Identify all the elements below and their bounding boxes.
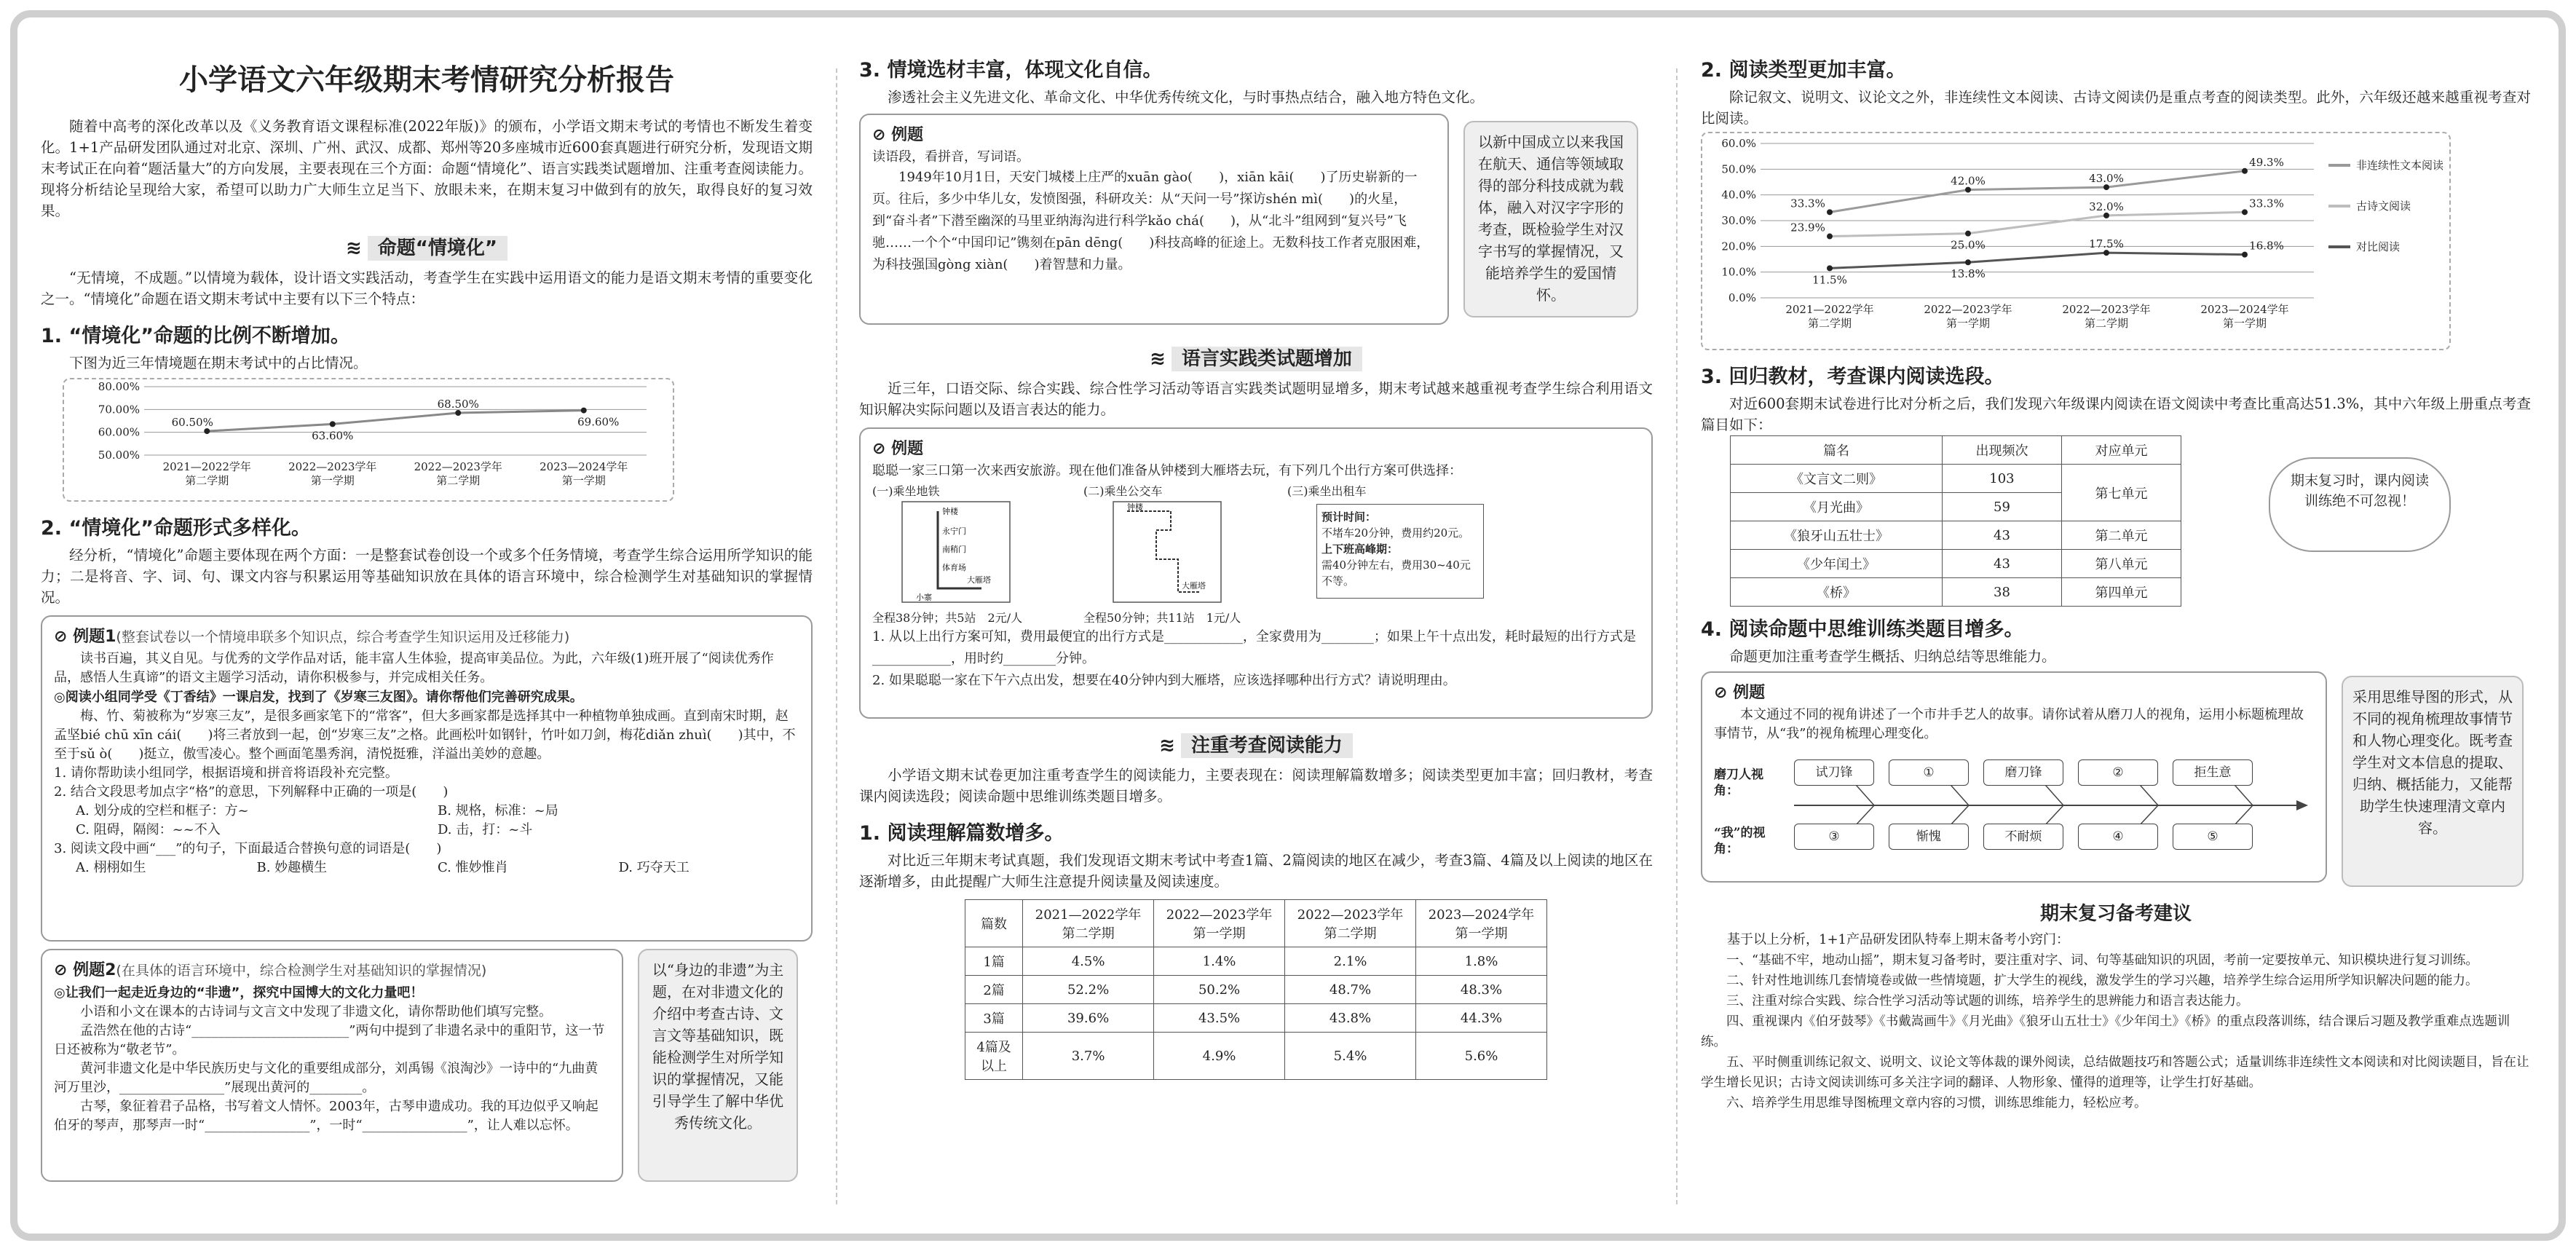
y-tick-label: 50.00% [98,449,140,462]
mind-map-blank: ① [1889,759,1969,786]
subway-map [901,501,1011,603]
advice-item: 五、平时侧重训练记叙文、说明文、议论文等体裁的课外阅读，总结做题技巧和答题公式；适量训练非连续性文本阅读和对比阅读题目，旨在让学生增长见识；古诗文阅读训练可多关注字词的翻译、人物形象、懂得的道理等，让学生打好基础。 [1701,1055,2529,1090]
example-box-1 [41,615,813,942]
example-icon: ⊘ [54,961,68,979]
data-point [1827,234,1833,240]
data-point [1965,259,1971,265]
example-box-2 [41,949,623,1182]
example-heading: ⊘ 例题1(整套试卷以一个情境串联多个知识点，综合考查学生知识运用及迁移能力) [54,628,570,646]
example-icon: ⊘ [54,628,68,646]
svg-text:钟楼: 钟楼 [942,507,958,516]
question-2-options: A. 划分成的空栏和框子：方~ B. 规格，标准：~局 C. 阻碍，隔阂：~~不入 D. 击，打：~斗 [76,803,558,837]
column-divider [836,68,837,1204]
side-note: 采用思维导图的形式，从不同的视角梳理故事情节和人物心理变化。既考查学生对文本信息的提取、归纳、概括能力，又能帮助学生快速理清文章内容。 [2342,676,2524,887]
mind-map [1714,743,2314,867]
data-point [1827,265,1833,271]
side-note: 以新中国成立以来我国在航天、通信等领域取得的部分科技成就为载体，融入对汉字字形的考查，既检验学生对汉字书写的掌握情况，又能培养学生的爱国情怀。 [1463,121,1638,317]
intro-paragraph: 随着中高考的深化改革以及《义务教育语文课程标准(2022年版)》的颁布，小学语文期末考试的考情也不断发生着变化。1+1产品研发团队通过对北京、深圳、广州、武汉、成都、郑州等20多座城市近600套真题进行研究分析，发现语文期末考试正在向着“题活量大”的方向发展，主要表现在三个方面：命题“情境化”、语言实践类试题增加、注重考查阅读能力。现将分析结论呈现给大家，希望可以助力广大师生立足当下、放眼未来，在期末复习中做到有的放矢，取得良好的复习效果。 [41,118,813,219]
column-right [1701,25,2531,1226]
example-text: 孟浩然在他的古诗“________________________”两句中提到了非遗名录中的重阳节，这一节日还被称为“敬老节”。 [54,1023,605,1057]
example-area [859,114,1653,332]
subheading: 2. 阅读类型更加丰富。 [1701,59,1906,82]
example-box-3 [859,114,1449,325]
data-point [581,408,587,414]
mind-map-node: 试刀锋 [1794,759,1874,786]
mind-map-blank: ⑤ [2173,824,2253,850]
svg-text:体育场: 体育场 [942,563,966,572]
data-point [2242,209,2248,215]
line-chart [1702,133,2449,349]
example-heading: ⊘ 例题 [872,126,924,144]
subheading: 2. “情境化”命题形式多样化。 [41,517,311,540]
question-3-options: A. 栩栩如生 B. 妙趣横生 C. 惟妙惟肖 D. 巧夺天工 [76,860,690,875]
data-point [1965,187,1971,193]
example-heading: ⊘ 例题 [1714,684,1766,702]
plan-bus-label: (二)乘坐公交车 [1083,484,1163,498]
table-row: 《文言文二则》 103 第七单元 [1731,465,2181,493]
series-line [207,411,584,432]
example-task: ◎阅读小组同学受《丁香结》一课启发，找到了《岁寒三友图》。请你帮他们完善研究成果。 [54,690,583,705]
mind-map-node: 不耐烦 [1983,824,2063,850]
y-tick-label: 10.0% [1721,265,1756,279]
example-box-5 [1701,671,2327,883]
svg-text:钟楼: 钟楼 [1127,502,1143,512]
chart-caption: 下图为近三年情境题在期末考试中的占比情况。 [69,355,368,371]
series-line [1830,212,2245,236]
example-task: ◎让我们一起走近身边的“非遗”，探究中国博大的文化力量吧！ [54,985,424,1001]
data-label: 13.8% [1951,267,1986,281]
data-label: 33.3% [2249,197,2284,210]
section-paragraph: 命题更加注重考查学生概括、归纳总结等思维能力。 [1729,648,2056,665]
y-tick-label: 60.0% [1721,137,1756,150]
subheading: 4. 阅读命题中思维训练类题目增多。 [1701,618,2024,641]
section-paragraph: 除记叙文、说明文、议论文之外，非连续性文本阅读、古诗文阅读仍是重点考查的阅读类型。此外，六年级还越来越重视考查对比阅读。 [1701,89,2531,127]
y-tick-label: 30.0% [1721,214,1756,227]
taxi-info: 预计时间： 不堵车20分钟，费用约20元。 上下班高峰期： 需40分钟左右，费用30~40元不等。 [1316,504,1484,599]
bus-summary: 全程50分钟；共11站 1元/人 [1083,611,1241,625]
advice-item: 二、针对性地训练几套情境卷或做一些情境题，扩大学生的视线，激发学生的学习兴趣，培养学生综合运用所学知识解决问题的能力。 [1726,974,2478,988]
table-row: 《少年闰土》 43 第八单元 [1731,550,2181,578]
data-label: 63.60% [312,429,354,443]
advice-item: 一、“基础不牢，地动山摇”，期末复习备考时，要注重对字、词、句等基础知识的巩固，考前一定要按单元、知识模块进行复习训练。 [1726,953,2478,968]
data-point [2103,250,2109,256]
data-label: 69.60% [577,415,620,429]
side-note: 以“身边的非遗”为主题，在对非遗文化的介绍中考查古诗、文言文等基础知识，既能检测学生对所学知识的掌握情况，又能引导学生了解中华优秀传统文化。 [638,949,798,1182]
column-left [41,25,813,1226]
x-tick-label: 第一学期 [561,474,606,487]
svg-text:小寨: 小寨 [916,593,932,602]
subheading: 3. 情境选材丰富，体现文化自信。 [859,59,1163,82]
data-label: 43.0% [2089,172,2124,186]
x-tick-label: 第二学期 [436,474,481,487]
y-tick-label: 20.0% [1721,240,1756,253]
advice-item: 三、注重对综合实践、综合性学习活动等试题的训练，培养学生的思辨能力和语言表达能力。 [1726,994,2249,1009]
example-heading: ⊘ 例题2(在具体的语言环境中，综合检测学生对基础知识的掌握情况) [54,961,487,979]
y-tick-label: 80.00% [98,380,140,393]
route-plans [872,481,1640,626]
example-text: 读书百遍，其义自见。与优秀的文学作品对话，能丰富人生体验，提高审美品位。为此，六年级(1)班开展了“阅读优秀作品，感悟人生真谛”的语文主题学习活动，请你积极参与，并完成相关任务。 [54,651,774,685]
data-label: 32.0% [2089,200,2124,213]
y-tick-label: 50.0% [1721,162,1756,176]
example-icon: ⊘ [1714,684,1728,702]
section-paragraph: 对近600套期末试卷进行比对分析之后，我们发现六年级课内阅读在语文阅读中考查比重高达51.3%，其中六年级上册重点考查篇目如下： [1701,395,2531,433]
question-1: 1. 从以上出行方案可知，费用最便宜的出行方式是____________，全家费用为________；如果上午十点出发，耗时最短的出行方式是____________，用时约________分钟。 [872,629,1636,666]
plan-taxi-label: (三)乘坐出租车 [1287,484,1367,498]
data-point [1965,231,1971,237]
reading-count-table [965,899,1547,1080]
data-label: 23.9% [1790,221,1825,234]
example-passage: 梅、竹、菊被称为“岁寒三友”，是很多画家笔下的“常客”，但大多画家都是选择其中一种植物单独成画。直到南宋时期，赵孟坚bié chū xīn cái( )将三者放到一起，创“岁寒三友”之格。此画松叶如钢针，竹叶如刀剑，梅花diǎn zhuì( )其中，不至于sǔ ò( )挺立，傲雪凌心。整个画面笔墨秀润，清悦挺雅，洋溢出美妙的意趣。 [54,709,796,762]
table-header-row: 篇名 出现频次 对应单元 [1731,436,2181,465]
bus-map [1113,501,1222,603]
table-header-row: 篇数 2021—2022学年 第二学期 2022—2023学年 第一学期 2022—2023学年 第二学期 2023—2024学年 第一学期 [965,900,1547,947]
data-label: 17.5% [2089,237,2124,251]
y-tick-label: 70.00% [98,403,140,417]
table-row: 2篇 52.2% 50.2% 48.7% 48.3% [965,976,1547,1004]
advice-title: 期末复习备考建议 [2039,903,2192,925]
x-tick-label: 2021—2022学年 [1785,303,1874,316]
data-label: 60.50% [171,416,213,430]
section-paragraph: 近三年，口语交际、综合实践、综合性学习活动等语言实践类试题明显增多，期末考试越来越重视考查学生综合利用语文知识解决实际问题以及语言表达的能力。 [859,380,1653,418]
subway-summary: 全程38分钟；共5站 2元/人 [872,611,1023,625]
table-row: 1篇 4.5% 1.4% 2.1% 1.8% [965,947,1547,976]
example-text: 小语和小文在课本的古诗词与文言文中发现了非遗文化，请你帮助他们填写完整。 [80,1004,552,1019]
line-chart [64,379,673,500]
question-2: 2. 结合文段思考加点字“格”的意思，下列解释中正确的一项是( ) [54,784,449,800]
section-heading-situational: ≋ 命题“情境化” [41,233,813,260]
x-tick-label: 第二学期 [1807,317,1852,330]
mind-map-blank: ② [2078,759,2158,786]
tip-cloud: 期末复习时，课内阅读训练绝不可忽视！ [2269,457,2451,552]
mind-map-node: 拒生意 [2173,759,2253,786]
textbook-table-area [1701,435,2531,603]
column-divider [1676,68,1678,1204]
page-content [26,25,2550,1226]
mind-map-blank: ④ [2078,824,2158,850]
question-3: 3. 阅读文段中画“___”的句子，下面最适合替换句意的词语是( ) [54,841,442,856]
mind-map-blank: ③ [1794,824,1874,850]
question-1: 1. 请你帮助读小组同学，根据语境和拼音将语段补充完整。 [54,765,398,781]
svg-text:南稍门: 南稍门 [942,545,966,554]
x-tick-label: 2022—2023学年 [1924,303,2012,316]
legend-label: 非连续性文本阅读 [2356,159,2444,172]
example-text: 黄河非遗文化是中华民族历史与文化的重要组成部分，刘禹锡《浪淘沙》一诗中的“九曲黄河万里沙，________________”展现出黄河的________。 [54,1061,598,1095]
advice-item: 六、培养学生用思维导图梳理文章内容的习惯，训练思维能力，轻松应考。 [1726,1096,2147,1110]
table-row: 《月光曲》 59 [1731,493,2181,521]
mind-map-node: 磨刀锋 [1983,759,2063,786]
chart-situational-share [63,378,674,502]
section-paragraph: 小学语文期末试卷更加注重考查学生的阅读能力，主要表现在：阅读理解篇数增多；阅读类型更加丰富；回归教材，考查课内阅读选段；阅读命题中思维训练类题目增多。 [859,767,1653,805]
legend-label: 古诗文阅读 [2356,200,2411,213]
x-tick-label: 第一学期 [310,474,355,487]
subheading: 1. 阅读理解篇数增多。 [859,822,1064,845]
legend-label: 对比阅读 [2356,240,2401,253]
example-heading: ⊘ 例题 [872,440,924,458]
svg-text:大雁塔: 大雁塔 [967,575,991,585]
x-tick-label: 第二学期 [2084,317,2129,330]
example-text: 聪聪一家三口第一次来西安旅游。现在他们准备从钟楼到大雁塔去玩，有下列几个出行方案可供选择： [872,463,1462,478]
table-row: 《狼牙山五壮士》 43 第二单元 [1731,521,2181,550]
data-label: 25.0% [1951,238,1986,252]
section-paragraph: 渗透社会主义先进文化、革命文化、中华优秀传统文化，与时事热点结合，融入地方特色文化。 [888,89,1485,106]
table-row: 4篇及以上 3.7% 4.9% 5.4% 5.6% [965,1033,1547,1080]
example-icon: ⊘ [872,126,886,144]
data-point [2242,252,2248,258]
subheading: 3. 回归教材，考查课内阅读选段。 [1701,366,2004,388]
example-2-area [41,949,813,1189]
data-label: 42.0% [1951,174,1986,188]
chart-reading-types [1701,132,2451,350]
data-point [455,410,461,416]
data-point [330,421,336,427]
narrator-view-label: “我”的视角： [1714,826,1766,856]
advice-intro: 基于以上分析，1+1产品研发团队特奉上期末备考小窍门： [1727,932,2069,947]
section-heading-practice: ≋ 语言实践类试题增加 [859,344,1653,371]
svg-text:大雁塔: 大雁塔 [1182,581,1206,591]
data-label: 68.50% [437,398,479,411]
advice-item: 四、重视课内《伯牙鼓琴》《书戴嵩画牛》《月光曲》《狼牙山五壮士》《少年闰土》《桥》的重点段落训练，结合课后习题及教学重难点选题训练。 [1701,1014,2510,1049]
section-paragraph: 经分析，“情境化”命题主要体现在两个方面：一是整套试卷创设一个或多个任务情境，考查学生综合运用所学知识的能力；二是将音、字、词、句、课文内容与积累运用等基础知识放在具体的语言环境中，综合检测学生对基础知识的掌握情况。 [41,547,813,606]
data-label: 11.5% [1812,273,1847,287]
data-label: 33.3% [1790,197,1825,210]
data-point [2103,184,2109,190]
data-point [204,428,210,434]
x-tick-label: 第一学期 [1945,317,1991,330]
textbook-table [1730,435,2181,607]
table-row: 《桥》 38 第四单元 [1731,578,2181,607]
report-title: 小学语文六年级期末考情研究分析报告 [179,63,674,97]
plan-subway-label: (一)乘坐地铁 [872,484,940,498]
subheading: 1. “情境化”命题的比例不断增加。 [41,325,350,347]
series-line [1830,171,2245,213]
example-text: 读语段，看拼音，写词语。 [872,149,1030,165]
section-heading-reading: ≋ 注重考查阅读能力 [859,730,1653,757]
data-point [2103,213,2109,218]
data-label: 16.8% [2249,239,2284,253]
section-paragraph: 对比近三年期末考试真题，我们发现语文期末考试中考查1篇、2篇阅读的地区在减少，考查3篇、4篇及以上阅读的地区在逐渐增多，由此提醒广大师生注意提升阅读量及阅读速度。 [859,852,1653,890]
series-line [1830,253,2245,268]
x-tick-label: 2023—2024学年 [540,460,628,473]
data-point [1827,209,1833,215]
svg-text:永宁门: 永宁门 [942,526,966,536]
x-tick-label: 2022—2023学年 [2062,303,2151,316]
example-passage: 1949年10月1日，天安门城楼上庄严的xuān gào( )，xiān kāi( )了历史崭新的一页。往后，多少中华儿女，发愤图强，科研攻关：从“天问一号”探访shén mì( )的火星，到“奋斗者”下潜至幽深的马里亚纳海沟进行科学kǎo chá( )，从“北斗”组网到“复兴号”飞驰……一个个“中国印记”镌刻在pān dēng( )科技高峰的征途上。无数科技工作者克服困难，为科技强国gòng xiàn( )着智慧和力量。 [872,170,1430,272]
example-box-4 [859,427,1653,719]
y-tick-label: 40.0% [1721,188,1756,202]
question-2: 2. 如果聪聪一家在下午六点出发，想要在40分钟内到大雁塔，应该选择哪种出行方式？请说明理由。 [872,673,1456,688]
y-tick-label: 60.00% [98,425,140,439]
example-text: 本文通过不同的视角讲述了一个市井手艺人的故事。请你试着从磨刀人的视角，运用小标题梳理故事情节，从“我”的视角梳理心理变化。 [1714,707,2304,741]
grinder-view-label: 磨刀人视角： [1714,767,1763,798]
section-paragraph: “无情境，不成题。”以情境为载体，设计语文实践活动，考查学生在实践中运用语文的能力是语文期末考情的重要变化之一。“情境化”命题在语文期末考试中主要有以下三个特点： [41,269,813,307]
column-middle [859,25,1653,1226]
example-text: 古琴，象征着君子品格，书写着文人情怀。2003年，古琴申遗成功。我的耳边似乎又响起伯牙的琴声，那琴声一时“________________”，一时“________________”，让人难以忘怀。 [54,1099,598,1133]
x-tick-label: 2022—2023学年 [414,460,502,473]
mind-map-node: 惭愧 [1889,824,1969,850]
x-tick-label: 第二学期 [185,474,229,487]
x-tick-label: 2023—2024学年 [2200,303,2289,316]
data-label: 49.3% [2249,155,2284,169]
example-icon: ⊘ [872,440,886,458]
example-area [1701,671,2531,890]
y-tick-label: 0.0% [1728,291,1756,304]
data-point [2242,168,2248,174]
x-tick-label: 第一学期 [2222,317,2267,330]
x-tick-label: 2022—2023学年 [288,460,377,473]
x-tick-label: 2021—2022学年 [162,460,251,473]
table-row: 3篇 39.6% 43.5% 43.8% 44.3% [965,1004,1547,1033]
